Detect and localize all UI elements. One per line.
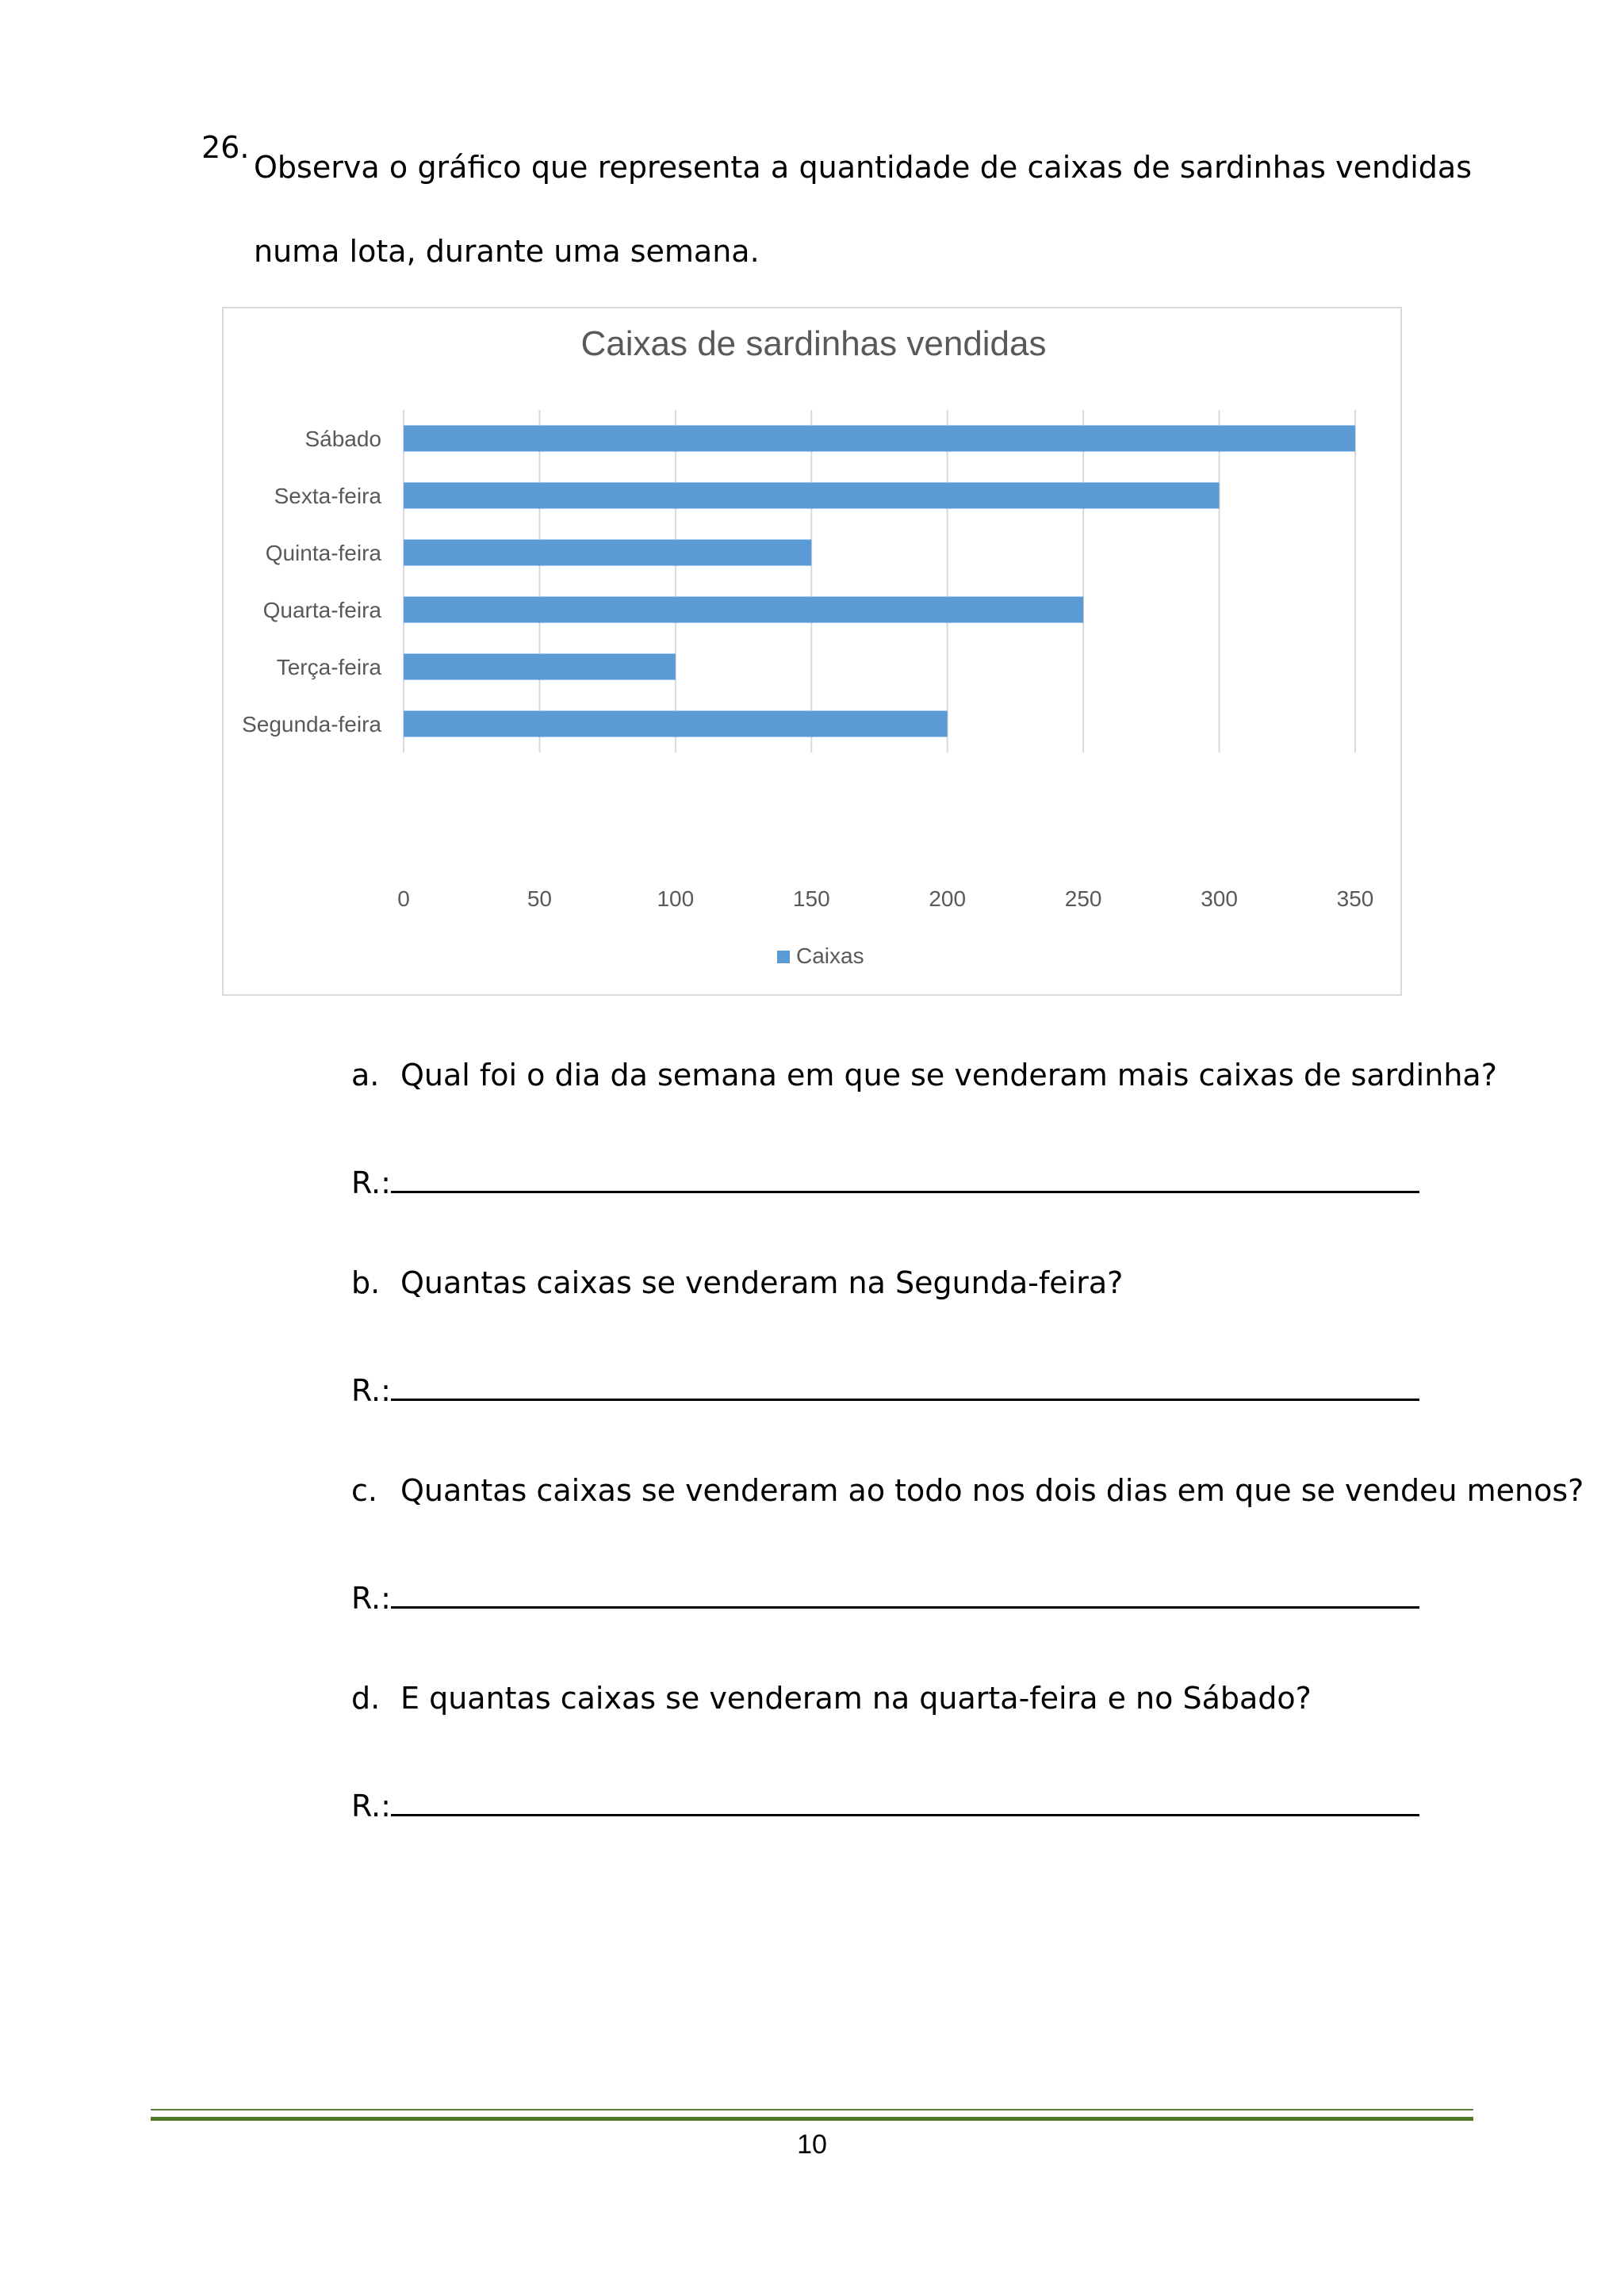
footer-rule-thick (151, 2117, 1473, 2121)
sub-question-text: E quantas caixas se venderam na quarta-feira e no Sábado? (400, 1681, 1312, 1716)
tick-label: 50 (527, 886, 553, 911)
bar (404, 597, 1083, 623)
sub-question-letter: a. (351, 1058, 380, 1093)
tick-label: 350 (1336, 886, 1374, 911)
category-label: Segunda-feira (242, 712, 381, 737)
bar (404, 711, 948, 737)
bars (404, 426, 1355, 737)
sub-question-c (351, 1468, 1584, 1513)
category-label: Sexta-feira (274, 484, 381, 508)
sub-question-letter: b. (351, 1265, 381, 1300)
chart-svg (224, 308, 1400, 994)
legend-swatch (777, 951, 790, 963)
page-number: 10 (797, 2130, 827, 2160)
legend (777, 943, 864, 968)
sub-question-text: Quantas caixas se venderam ao todo nos dois dias em que se vendeu menos? (400, 1473, 1584, 1508)
answer-prefix: R.: (351, 1789, 391, 1823)
category-label: Quinta-feira (265, 541, 381, 565)
answer-blank[interactable] (391, 1571, 1419, 1609)
sub-question-letter: d. (351, 1681, 381, 1716)
tick-label: 100 (657, 886, 695, 911)
answer-line-c[interactable] (351, 1571, 1419, 1621)
answer-blank[interactable] (391, 1156, 1419, 1193)
category-labels (242, 427, 381, 737)
category-label: Quarta-feira (262, 598, 381, 622)
sub-question-text: Qual foi o dia da semana em que se venderam mais caixas de sardinha? (400, 1058, 1497, 1093)
sub-question-a (351, 1053, 1497, 1097)
sub-question-text: Quantas caixas se venderam na Segunda-feira? (400, 1265, 1124, 1300)
answer-prefix: R.: (351, 1373, 391, 1408)
bar-chart (222, 307, 1402, 996)
bar (404, 426, 1355, 452)
answer-blank[interactable] (391, 1779, 1419, 1816)
bar (404, 540, 811, 566)
chart-title: Caixas de sardinhas vendidas (580, 324, 1047, 363)
bar (404, 483, 1220, 509)
gridlines (404, 410, 1355, 752)
tick-label: 0 (397, 886, 410, 911)
tick-label: 250 (1064, 886, 1102, 911)
sub-question-b (351, 1261, 1123, 1305)
bar (404, 654, 676, 680)
footer-rule (151, 2109, 1473, 2110)
category-label: Sábado (304, 427, 381, 451)
category-label: Terça-feira (276, 655, 381, 679)
answer-prefix: R.: (351, 1165, 391, 1200)
answer-line-a[interactable] (351, 1156, 1419, 1205)
tick-label: 200 (929, 886, 967, 911)
question-number: 26. (201, 130, 250, 165)
tick-label: 150 (792, 886, 830, 911)
answer-prefix: R.: (351, 1581, 391, 1616)
tick-labels (397, 886, 1373, 911)
answer-blank[interactable] (391, 1364, 1419, 1401)
legend-label: Caixas (796, 943, 864, 968)
sub-question-d (351, 1676, 1312, 1720)
sub-question-letter: c. (351, 1473, 377, 1508)
question-text: Observa o gráfico que representa a quantidade de caixas de sardinhas vendidas numa lota, durante uma semana. (254, 150, 1472, 269)
tick-label: 300 (1201, 886, 1238, 911)
answer-line-d[interactable] (351, 1779, 1419, 1828)
answer-line-b[interactable] (351, 1364, 1419, 1413)
